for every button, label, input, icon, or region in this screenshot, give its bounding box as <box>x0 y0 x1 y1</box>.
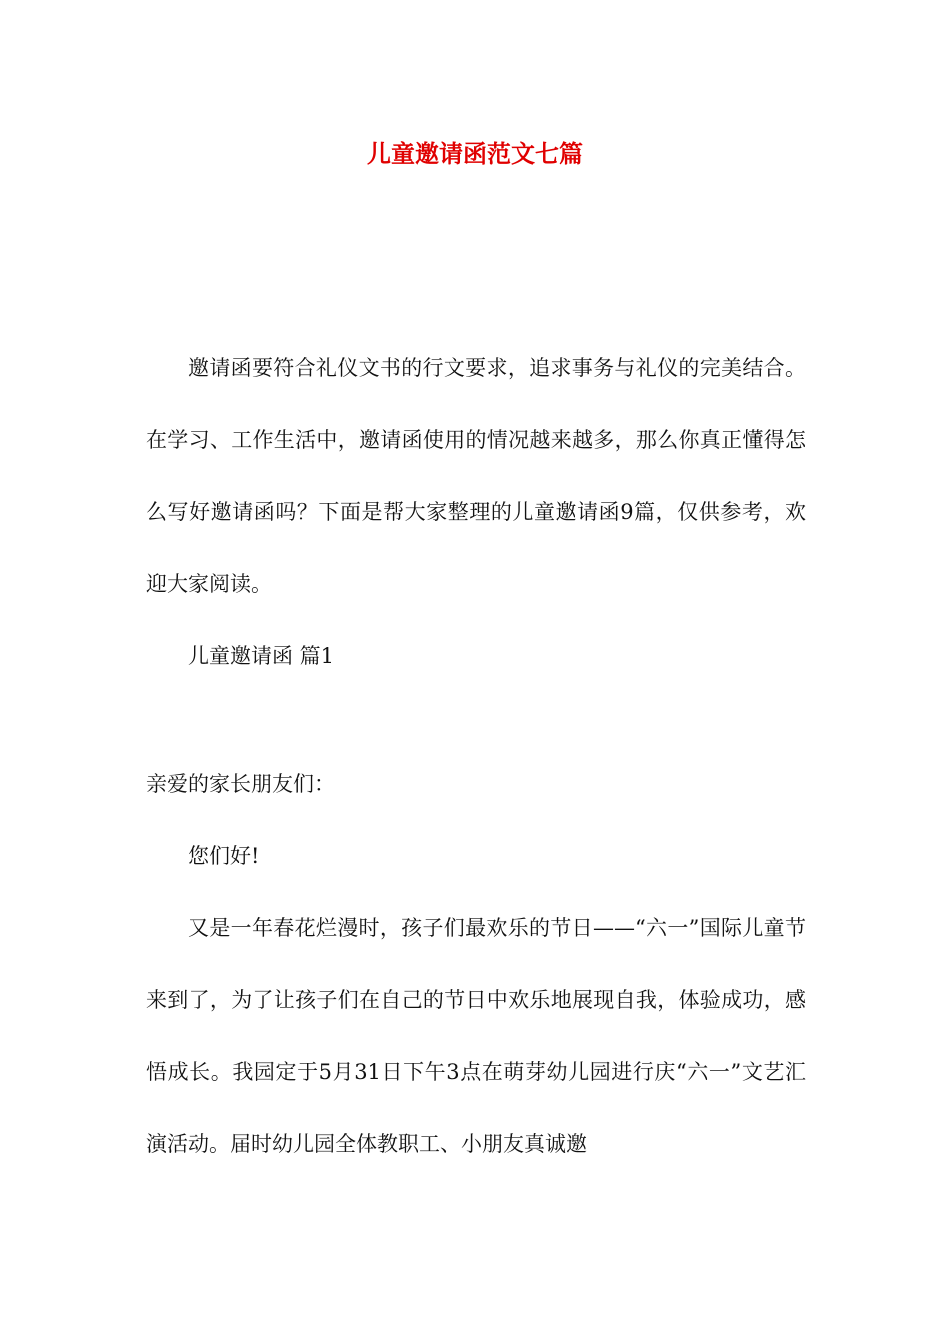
letter-block <box>146 748 806 1180</box>
section-heading: 儿童邀请函 篇1 <box>188 644 335 668</box>
greeting: 您们好! <box>188 844 260 868</box>
intro-block <box>146 332 806 692</box>
salutation: 亲爱的家长朋友们： <box>146 772 335 796</box>
document-title: 儿童邀请函范文七篇 <box>367 139 583 168</box>
intro-paragraph: 邀请函要符合礼仪文书的行文要求，追求事务与礼仪的完美结合。在学习、工作生活中，邀请函使用的情况越来越多，那么你真正懂得怎么写好邀请函吗？下面是帮大家整理的儿童邀请函9篇，仅供参考，欢迎大家阅读。 <box>146 356 806 596</box>
body-paragraph: 又是一年春花烂漫时，孩子们最欢乐的节日——“六一”国际儿童节来到了，为了让孩子们在自己的节日中欢乐地展现自我，体验成功，感悟成长。我园定于5月31日下午3点在萌芽幼儿园进行庆“六一”文艺汇演活动。届时幼儿园全体教职工、小朋友真诚邀 <box>146 916 806 1156</box>
